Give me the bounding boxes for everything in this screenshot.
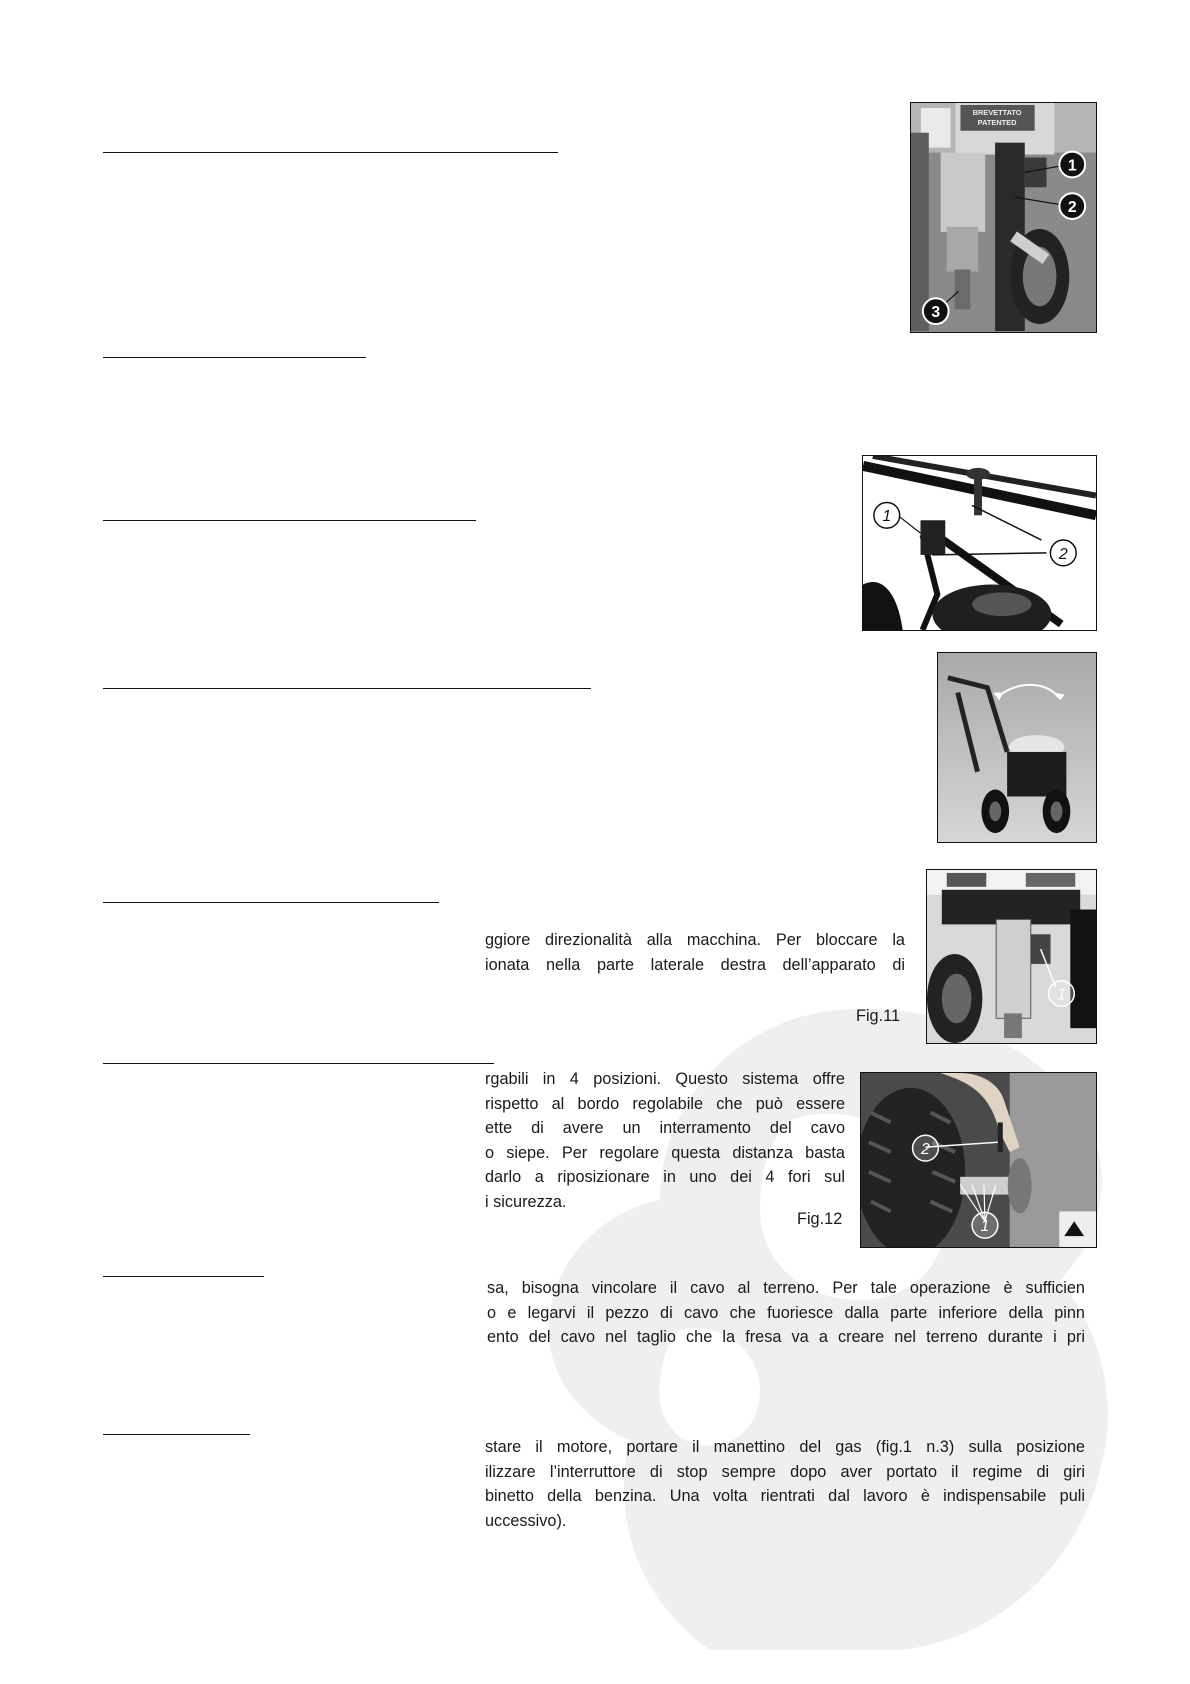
figure-11-text (485, 928, 905, 977)
text-line: rgabili in 4 posizioni. Questo sistema offre (485, 1070, 845, 1088)
text-line: darlo a riposizionare in uno dei 4 fori sul (485, 1168, 845, 1186)
callout-2: 2 (921, 1141, 930, 1159)
figure-11-photo (926, 869, 1097, 1044)
figure-1-photo (910, 102, 1097, 333)
text-line: stare il motore, portare il manettino del gas (fig.1 n.3) sulla posizione (485, 1438, 1085, 1456)
text-line: sa, bisogna vincolare il cavo al terreno. Per tale operazione è sufficien (487, 1279, 1085, 1297)
patent-label-2: PATENTED (977, 117, 1017, 127)
text-line: ggiore direzionalità alla macchina. Per bloccare la (485, 931, 905, 949)
callout-3: 3 (931, 304, 941, 322)
text-line: ette di avere un interramento del cavo (485, 1119, 845, 1137)
figure-12-text (485, 1067, 845, 1214)
patent-label-1: BREVETTATO (972, 107, 1022, 117)
cable-section-text (487, 1276, 1085, 1350)
text-line: ento del cavo nel taglio che la fresa va a creare nel terreno durante i pri (487, 1328, 1085, 1346)
figure-12-photo (860, 1072, 1097, 1248)
callout-1: 1 (980, 1218, 990, 1236)
callout-2: 2 (1067, 199, 1077, 217)
section-heading-underline-6 (103, 1063, 494, 1064)
figure-11-caption: Fig.11 (856, 1007, 901, 1025)
callout-2: 2 (1058, 545, 1068, 563)
text-line: ilizzare l’interruttore di stop sempre dopo aver portato il regime di giri (485, 1462, 1085, 1481)
callout-1: 1 (1057, 986, 1066, 1004)
section-heading-underline-5 (103, 902, 439, 903)
section-heading-underline-3 (103, 520, 476, 521)
section-heading-underline-4 (103, 688, 591, 689)
section-heading-underline-8 (103, 1434, 250, 1435)
text-line: o siepe. Per regolare questa distanza basta (485, 1143, 845, 1162)
text-line: o e legarvi il pezzo di cavo che fuoriesce dalla parte inferiore della pinn (487, 1303, 1085, 1322)
section-heading-underline-2 (103, 357, 366, 358)
section-heading-underline-7 (103, 1276, 264, 1277)
figure-12-caption: Fig.12 (797, 1210, 843, 1228)
section-heading-underline-1 (103, 152, 558, 153)
text-line: rispetto al bordo regolabile che può essere (485, 1094, 845, 1113)
text-line: binetto della benzina. Una volta rientrati dal lavoro è indispensabile puli (485, 1487, 1085, 1505)
callout-1: 1 (882, 508, 892, 526)
figure-2-photo (862, 455, 1097, 631)
callout-1: 1 (1067, 157, 1077, 175)
figure-3-photo (937, 652, 1097, 843)
text-line: i sicurezza. (485, 1192, 567, 1211)
text-line: ionata nella parte laterale destra dell’apparato di (485, 955, 905, 974)
text-line: uccessivo). (485, 1511, 567, 1530)
stop-section-text (485, 1435, 1085, 1533)
